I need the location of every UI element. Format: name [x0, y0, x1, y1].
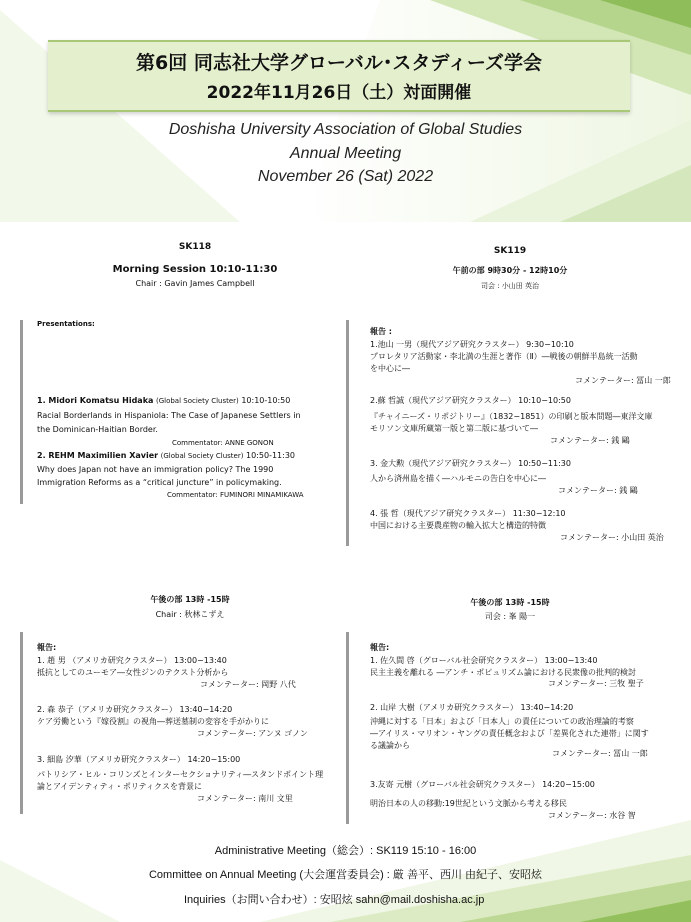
presentation-title: Why does Japan not have an immigration policy? The 1990 [37, 465, 274, 474]
afternoon-left-chair: Chair : 秋林こずえ [155, 610, 225, 619]
report-title: 人から済州島を描く―ハルモニの告白を中心に― [370, 474, 546, 483]
commentator: コメンテーター: 冨山 一郎 [552, 749, 648, 758]
title-ja: 第6回 同志社大学グローバル･スタディーズ学会 [136, 52, 542, 74]
report-title: 沖縄に対する「日本」および「日本人」の責任についての政治理論的考察 [370, 717, 634, 726]
commentator: コメンテーター: 冨山 一郎 [575, 376, 671, 385]
commentator: コメンテーター: 南川 文里 [197, 794, 293, 803]
report-head: 1. 趙 男 （アメリカ研究クラスター） 13:00−13:40 [37, 656, 227, 665]
report-title: 明治日本の人の移動:19世紀という文脈から考える移民 [370, 799, 567, 808]
commentator: コメンテーター: 銭 鷗 [550, 436, 630, 445]
afternoon-left-session: 午後の部 13時 -15時 [150, 595, 230, 604]
administrative-meeting: Administrative Meeting（総会）: SK119 15:10 - 16:00 [214, 845, 477, 857]
title-box [48, 40, 630, 112]
report-title: パトリシア・ヒル・コリンズとインターセクショナリティ―スタンドポイント理 [37, 770, 324, 779]
left-bar-morning [20, 320, 23, 504]
morning-session-title: Morning Session 10:10-11:30 [112, 264, 278, 275]
date-ja: 2022年11月26日（土）対面開催 [206, 83, 472, 103]
report-head: 3.友寄 元樹（グローバル社会研究クラスター） 14:20−15:00 [370, 780, 595, 789]
report-label: 報告: [370, 643, 390, 652]
report-title: プロレタリア活動家・李北満の生涯と著作（Ⅱ）―戦後の朝鮮半島統一活動 [370, 352, 638, 361]
report-title: 抵抗としてのユーモア―女性ジンのテクスト分析から [37, 668, 229, 677]
afternoon-right-session: 午後の部 13時 -15時 [470, 598, 550, 607]
cluster: (Global Society Cluster) [160, 452, 244, 460]
commentator: コメンテーター: 水谷 智 [548, 811, 636, 820]
commentator: コメンテーター: アンヌ ゴノン [197, 729, 308, 738]
room-sk119: SK119 [493, 246, 527, 256]
left-bar-afternoon [20, 632, 23, 814]
report-label: 報告 : [370, 327, 392, 336]
report-head: 2.蘇 哲誠（現代アジア研究クラスター） 10:10−10:50 [370, 396, 571, 405]
presentations-label: Presentations: [37, 320, 95, 328]
morning-chair-ja: 司会 : 小山田 英治 [480, 282, 540, 290]
subtitle-en: Annual Meeting [289, 145, 402, 162]
report-head: 3. 細島 汐華（アメリカ研究クラスター） 14:20−15:00 [37, 755, 241, 764]
presentation-title: Racial Borderlands in Hispaniola: The Case of Japanese Settlers in [37, 411, 301, 420]
report-title: 民主主義を離れる ―アンチ・ポピュリズム論における民衆像の批判的検討 [370, 668, 637, 677]
report-head: 2. 森 恭子（アメリカ研究クラスター） 13:40−14:20 [37, 705, 233, 714]
presentation-title: Immigration Reforms as a “critical juncture” in policymaking. [37, 478, 282, 487]
time: 10:50-11:30 [246, 451, 295, 460]
morning-chair: Chair : Gavin James Campbell [135, 279, 255, 288]
right-bar-afternoon [346, 632, 349, 824]
inquiries [184, 891, 484, 907]
report-title: る議論から [370, 741, 410, 750]
afternoon-right-chair: 司会 : 峯 陽一 [484, 612, 536, 621]
commentator: コメンテーター: 小山田 英治 [560, 533, 664, 542]
commentator: コメンテーター: 三牧 聖子 [548, 679, 644, 688]
report-title: 中国における主要農産物の輸入拡大と構造的特徴 [370, 521, 546, 530]
presentation-1-head [37, 396, 290, 405]
commentator: Commentator: FUMINORI MINAMIKAWA [167, 491, 304, 499]
report-head: 1.池山 一男（現代アジア研究クラスター） 9:30−10:10 [370, 340, 574, 349]
title-en: Doshisha University Association of Global Studies [168, 121, 523, 138]
report-title: を中心に― [370, 364, 410, 373]
presentation-title: the Dominican-Haitian Border. [37, 425, 158, 434]
inquiries-label: Inquiries（お問い合わせ）: [184, 894, 317, 906]
cluster: (Global Society Cluster) [155, 397, 239, 405]
report-title: ―アイリス・マリオン・ヤングの責任概念および「差異化された連帯」に関す [370, 729, 649, 738]
room-sk118: SK118 [178, 242, 212, 252]
commentator: Commentator: ANNE GONON [172, 439, 274, 447]
report-head: 3. 金大勲（現代アジア研究クラスター） 10:50−11:30 [370, 459, 571, 468]
time: 10:10-10:50 [241, 396, 291, 405]
inquiries-contact[interactable]: 安昭炫 sahn@mail.doshisha.ac.jp [319, 894, 485, 906]
morning-session-ja: 午前の部 9時30分 - 12時10分 [452, 266, 568, 275]
presenter-name: 1. Midori Komatsu Hidaka [37, 396, 154, 405]
report-title: モリソン文庫所蔵第一版と第二版に基づいて― [370, 424, 538, 433]
right-bar-morning [346, 320, 349, 546]
commentator: コメンテーター: 岡野 八代 [200, 680, 296, 689]
commentator: コメンテーター: 銭 鷗 [558, 486, 638, 495]
presentation-2-head [37, 451, 295, 460]
date-en: November 26 (Sat) 2022 [257, 168, 434, 185]
report-head: 2. 山岸 大樹（アメリカ研究クラスター） 13:40−14:20 [370, 703, 574, 712]
committee: Committee on Annual Meeting (大会運営委員会) : 厳 善平、西川 由紀子、安昭炫 [148, 869, 543, 881]
report-head: 1. 佐久間 啓（グローバル社会研究クラスター） 13:00−13:40 [370, 656, 598, 665]
report-head: 4. 張 哲（現代アジア研究クラスター） 11:30−12:10 [370, 509, 566, 518]
report-title: 論とアイデンティティ・ポリティクスを背景に [37, 782, 202, 791]
report-title: ケア労働という『嫁役割』の視角―葬送墓制の変容を手がかりに [37, 717, 269, 726]
report-title: 『チャイニーズ・リポジトリー』（1832−1851）の印刷と版本問題―東洋文庫 [370, 412, 653, 421]
presenter-name: 2. REHM Maximilien Xavier [37, 451, 159, 460]
report-label: 報告: [37, 643, 57, 652]
